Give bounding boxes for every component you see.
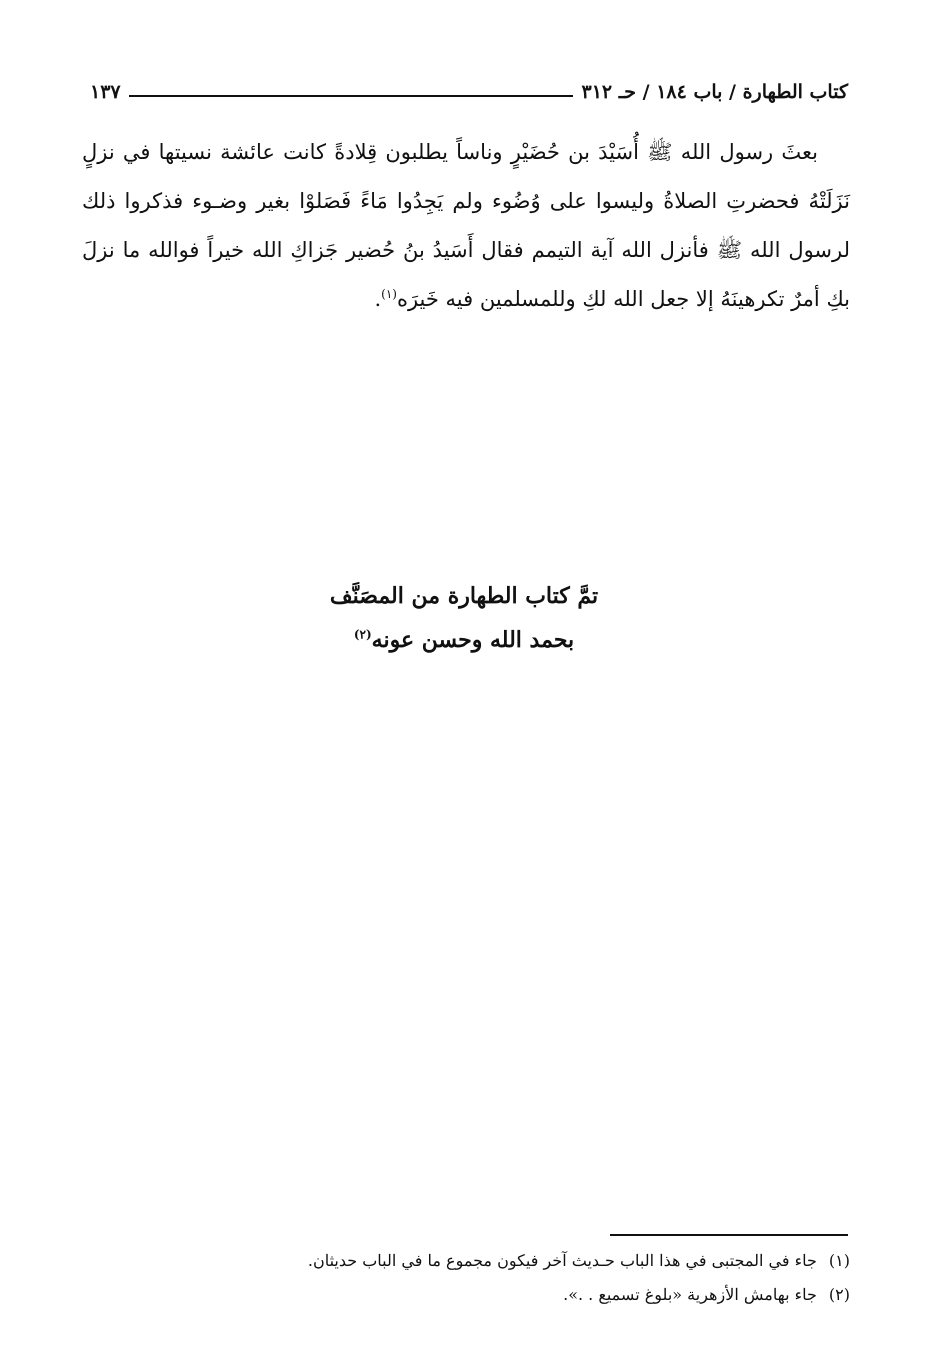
- hadith-body: بعثَ رسول الله ﷺ أُسَيْدَ بن حُضَيْرٍ وناساً يطلبون قِلادةً كانت عائشة نسيتها في نزلٍ نَزَلَتْهُ فحضرتِ الصلاةُ وليسوا على وُضُوء ولم يَجِدُوا مَاءً فَصَلوْا بغير وضـوء فذكروا ذلك لرسول الله ﷺ فأنزل الله آية التيمم فقال أَسَيدُ بنُ حُضير جَزاكِ الله خيراً فوالله ما نزلَ بكِ أمرٌ تكرهينَهُ إلا جعل الله لكِ وللمسلمين فيه خَيرَه: [82, 140, 850, 311]
- colophon-line-1: تمَّ كتاب الطهارة من المصَنَّف: [329, 583, 599, 609]
- footnote-text: جاء في المجتبى في هذا الباب حـديث آخر فيكون مجموع ما في الباب حديثان.: [307, 1251, 817, 1270]
- hadith-text: [82, 128, 850, 324]
- footnote-ref-2: (٢): [353, 627, 372, 642]
- hadith-paragraph: [82, 128, 850, 324]
- footnote-text: جاء بهامش الأزهرية «بلوغ تسميع . .».: [563, 1285, 817, 1304]
- page-number: ١٣٧: [90, 81, 121, 103]
- header-title: كتاب الطهارة / باب ١٨٤ / حـ ٣١٢: [581, 81, 848, 103]
- footnote-separator: [610, 1234, 848, 1236]
- running-header: [90, 74, 848, 110]
- footnotes: [160, 1244, 850, 1312]
- colophon-line-2-text: بحمد الله وحسن عونه: [371, 627, 575, 653]
- paragraph-end: .: [374, 287, 382, 311]
- footnote-ref-1: (١): [381, 287, 397, 301]
- footnote-item: [160, 1244, 850, 1278]
- footnote-number: (٢): [828, 1285, 850, 1304]
- colophon-line-2: [264, 618, 664, 662]
- closing-colophon: [264, 574, 664, 662]
- footnote-item: [160, 1278, 850, 1312]
- footnote-number: (١): [828, 1251, 850, 1270]
- header-rule: [129, 95, 574, 97]
